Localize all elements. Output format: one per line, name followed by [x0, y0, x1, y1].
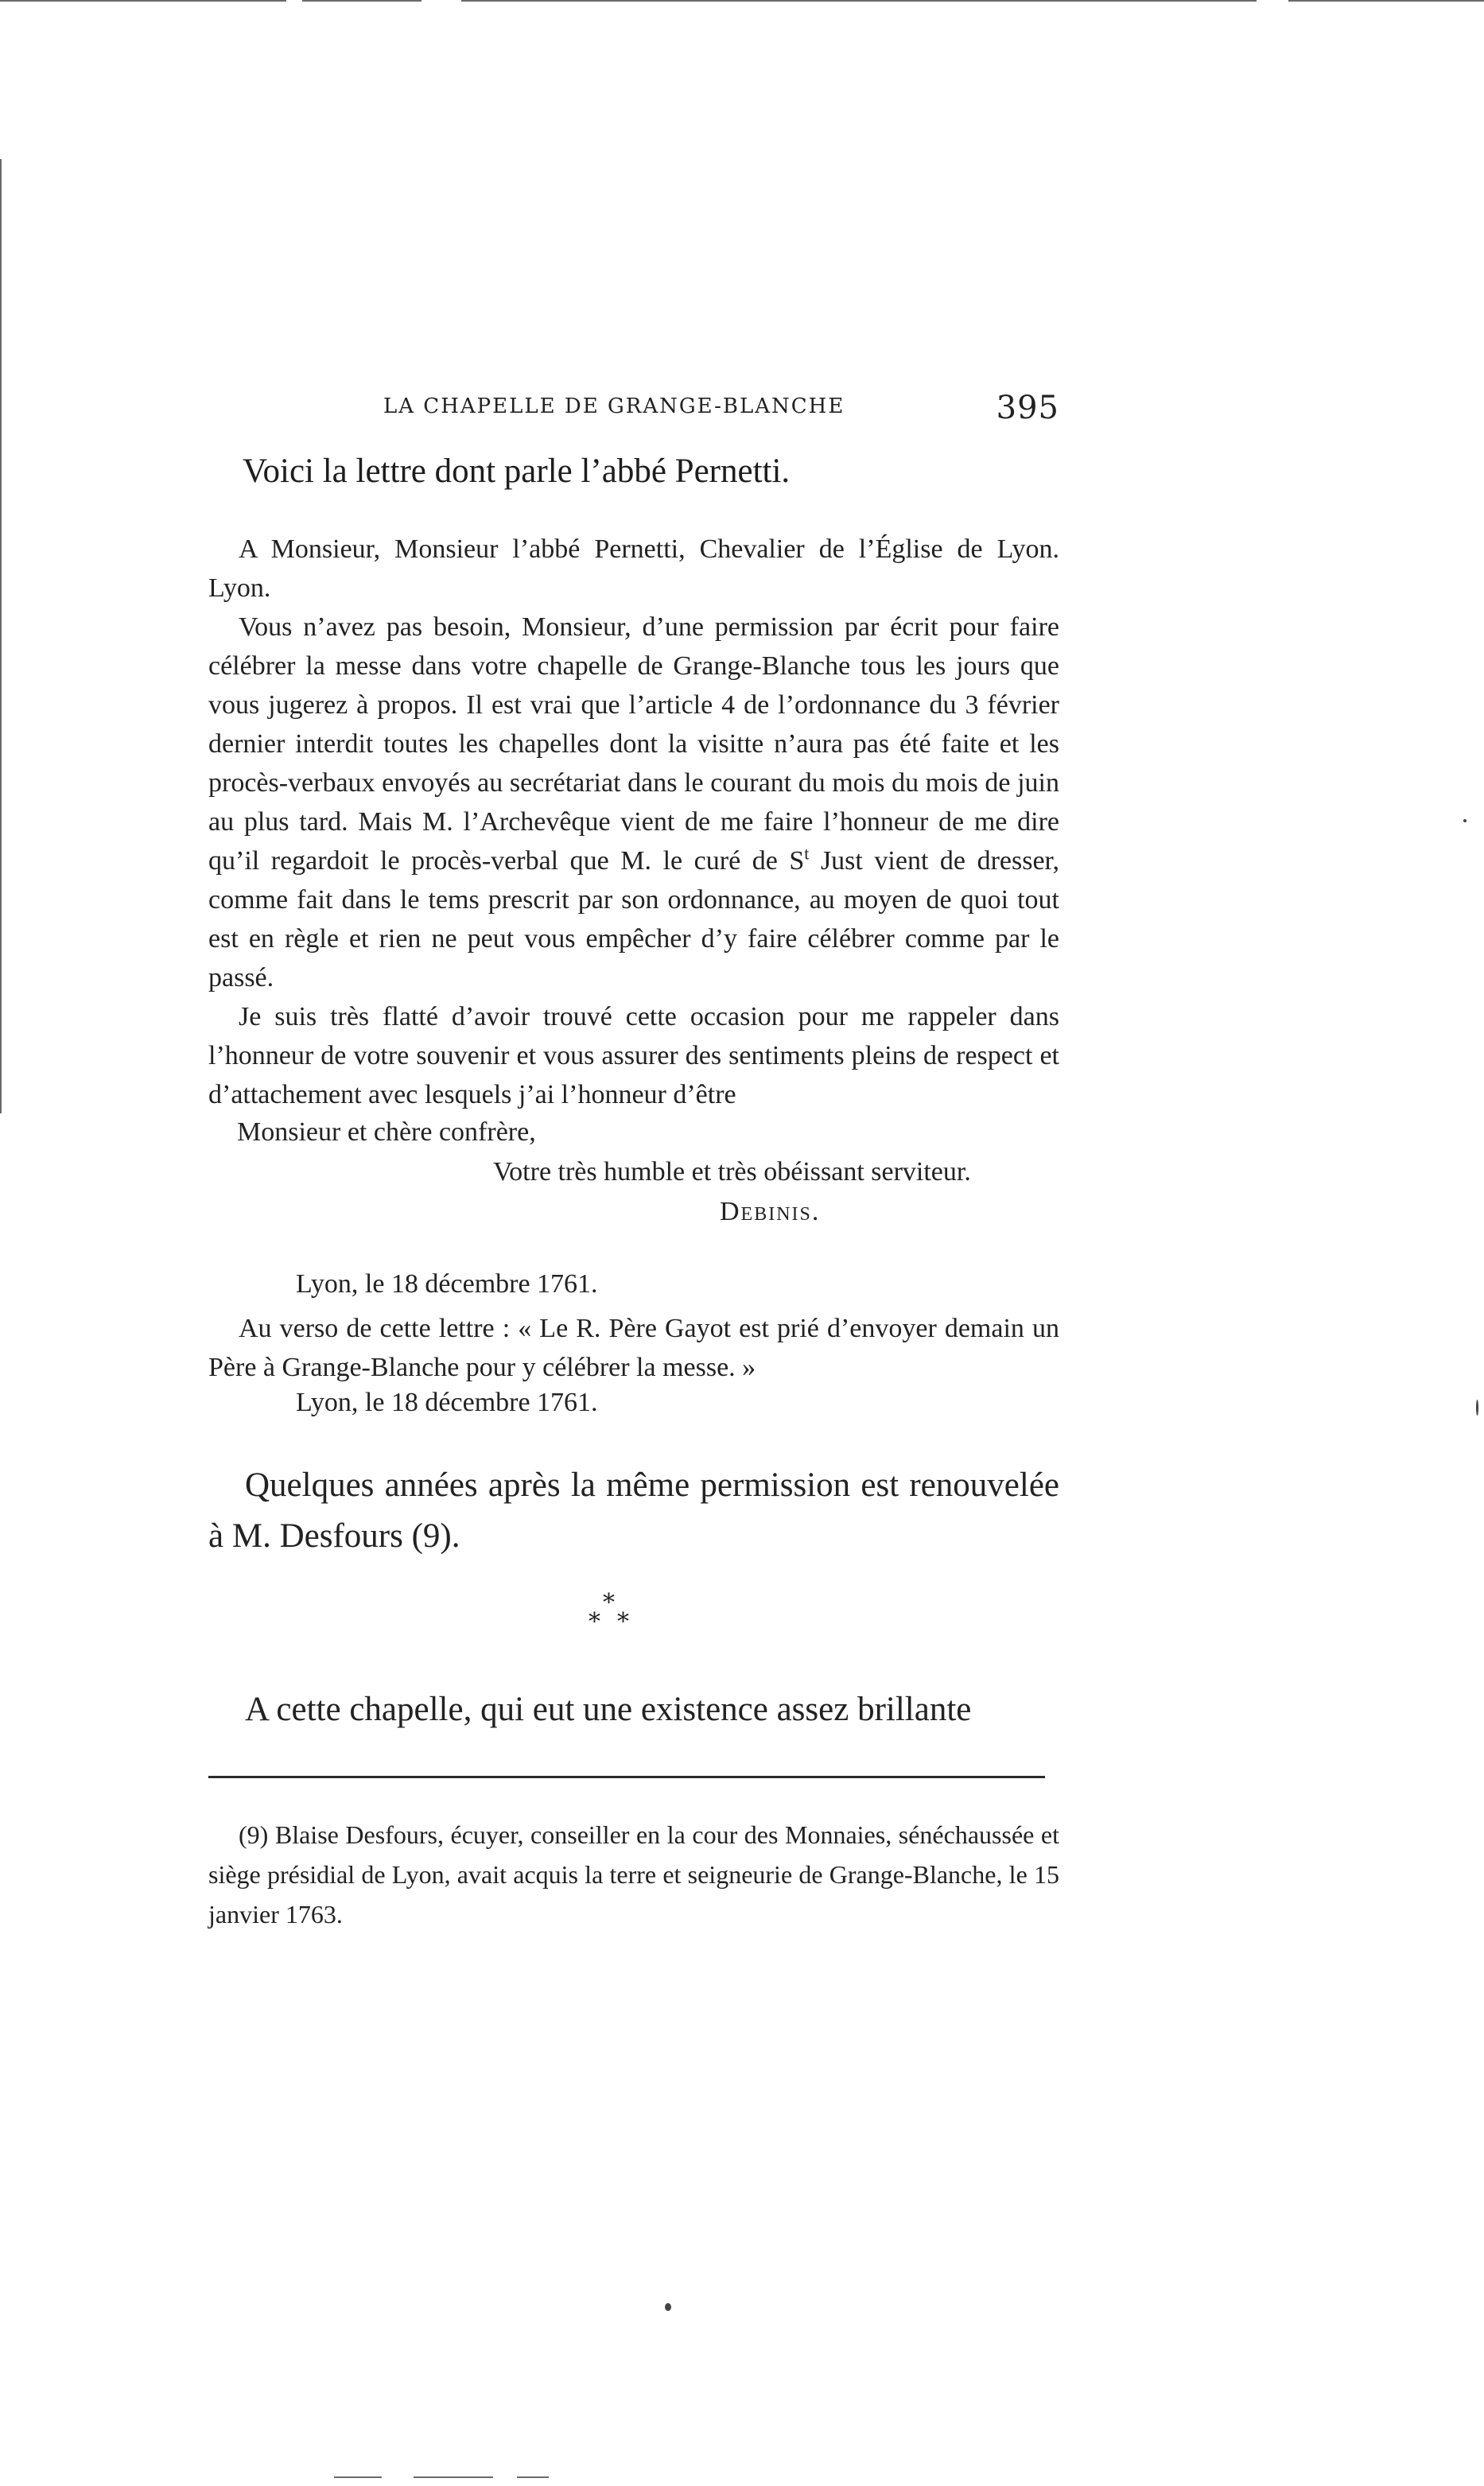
letter-body-text: Vous n’avez pas besoin, Monsieur, d’une permission par écrit pour faire célébrer la messe dans votre chapelle de Grange-Blanche tous les jours que vous jugerez à propos. Il est vrai que l’article 4 de l’ordonnance du 3 février dernier interdit toutes les chapelles dont la visitte n’aura pas été faite et les procès-verbaux envoyés au secrétariat dans le courant du mois du mois de juin au plus tard. Mais M. l’Archevêque vient de me faire l’honneur de me dire qu’il regardoit le procès-verbal que M. le curé de — [208, 612, 1059, 876]
letter-closing: Votre très humble et très obéissant serviteur. — [493, 1157, 971, 1187]
body-paragraph-start: A cette chapelle, qui eut une existence assez brillante — [245, 1691, 972, 1728]
footnote-rule — [208, 1776, 1045, 1778]
body-paragraph: Quelques années après la même permission est renouvelée à M. Desfours (9). — [208, 1466, 1059, 1555]
running-head: LA CHAPELLE DE GRANGE-BLANCHE — [383, 394, 845, 418]
scan-edge-line — [302, 0, 422, 2]
scan-speck — [665, 2303, 671, 2311]
intro-line: Voici la lettre dont parle l’abbé Pernetti. — [243, 453, 791, 490]
letter-address: A Monsieur, Monsieur l’abbé Pernetti, Chevalier de l’Église de Lyon. Lyon. — [208, 534, 1059, 603]
page-header — [208, 390, 1059, 437]
scan-edge-line — [1288, 0, 1484, 2]
scan-edge-line — [461, 0, 1257, 2]
scan-edge-line — [0, 0, 286, 2]
scan-edge-line — [0, 159, 2, 1113]
asterism-star-left: * — [589, 1608, 600, 1636]
letter-signature: Debinis. — [720, 1197, 821, 1226]
saint-abbreviation: S — [789, 846, 805, 876]
asterism-star-top: * — [603, 1589, 615, 1617]
verso-note: Au verso de cette lettre : « Le R. Père Gayot est prié d’envoyer demain un Père à Grange-Blanche pour y célébrer la messe. » — [208, 1314, 1059, 1382]
scan-edge-line — [517, 2476, 549, 2478]
letter-body-paragraph-2: Je suis très flatté d’avoir trouvé cette occasion pour me rappeler dans l’honneur de votre souvenir et vous assurer des sentiments pleins de respect et d’attachement avec lesquels j’ai l’honneur d’être — [208, 1002, 1059, 1109]
asterism — [573, 1589, 652, 1645]
saint-superscript: t — [804, 843, 810, 864]
asterism-star-right: * — [617, 1608, 629, 1636]
page-number: 395 — [996, 390, 1059, 426]
letter-date: Lyon, le 18 décembre 1761. — [296, 1269, 598, 1299]
footnote: (9) Blaise Desfours, écuyer, conseiller en la cour des Monnaies, sénéchaussée et siège présidial de Lyon, avait acquis la terre et seigneurie de Grange-Blanche, le 15 janvier 1763. — [208, 1820, 1059, 1929]
scan-edge-line — [414, 2476, 493, 2478]
scan-edge-line — [334, 2476, 382, 2478]
letter-body-text-end: Just vient de dresser, comme fait dans le tems prescrit par son ordonnance, au moyen de quoi tout est en règle et rien ne peut vous empêcher d’y faire célébrer comme par le passé. — [208, 846, 1060, 992]
scan-speck — [1476, 1400, 1478, 1416]
letter-salutation: Monsieur et chère confrère, — [237, 1117, 536, 1147]
scan-speck — [1463, 819, 1467, 822]
letter-body-paragraph — [208, 608, 1059, 997]
verso-date: Lyon, le 18 décembre 1761. — [296, 1388, 598, 1417]
